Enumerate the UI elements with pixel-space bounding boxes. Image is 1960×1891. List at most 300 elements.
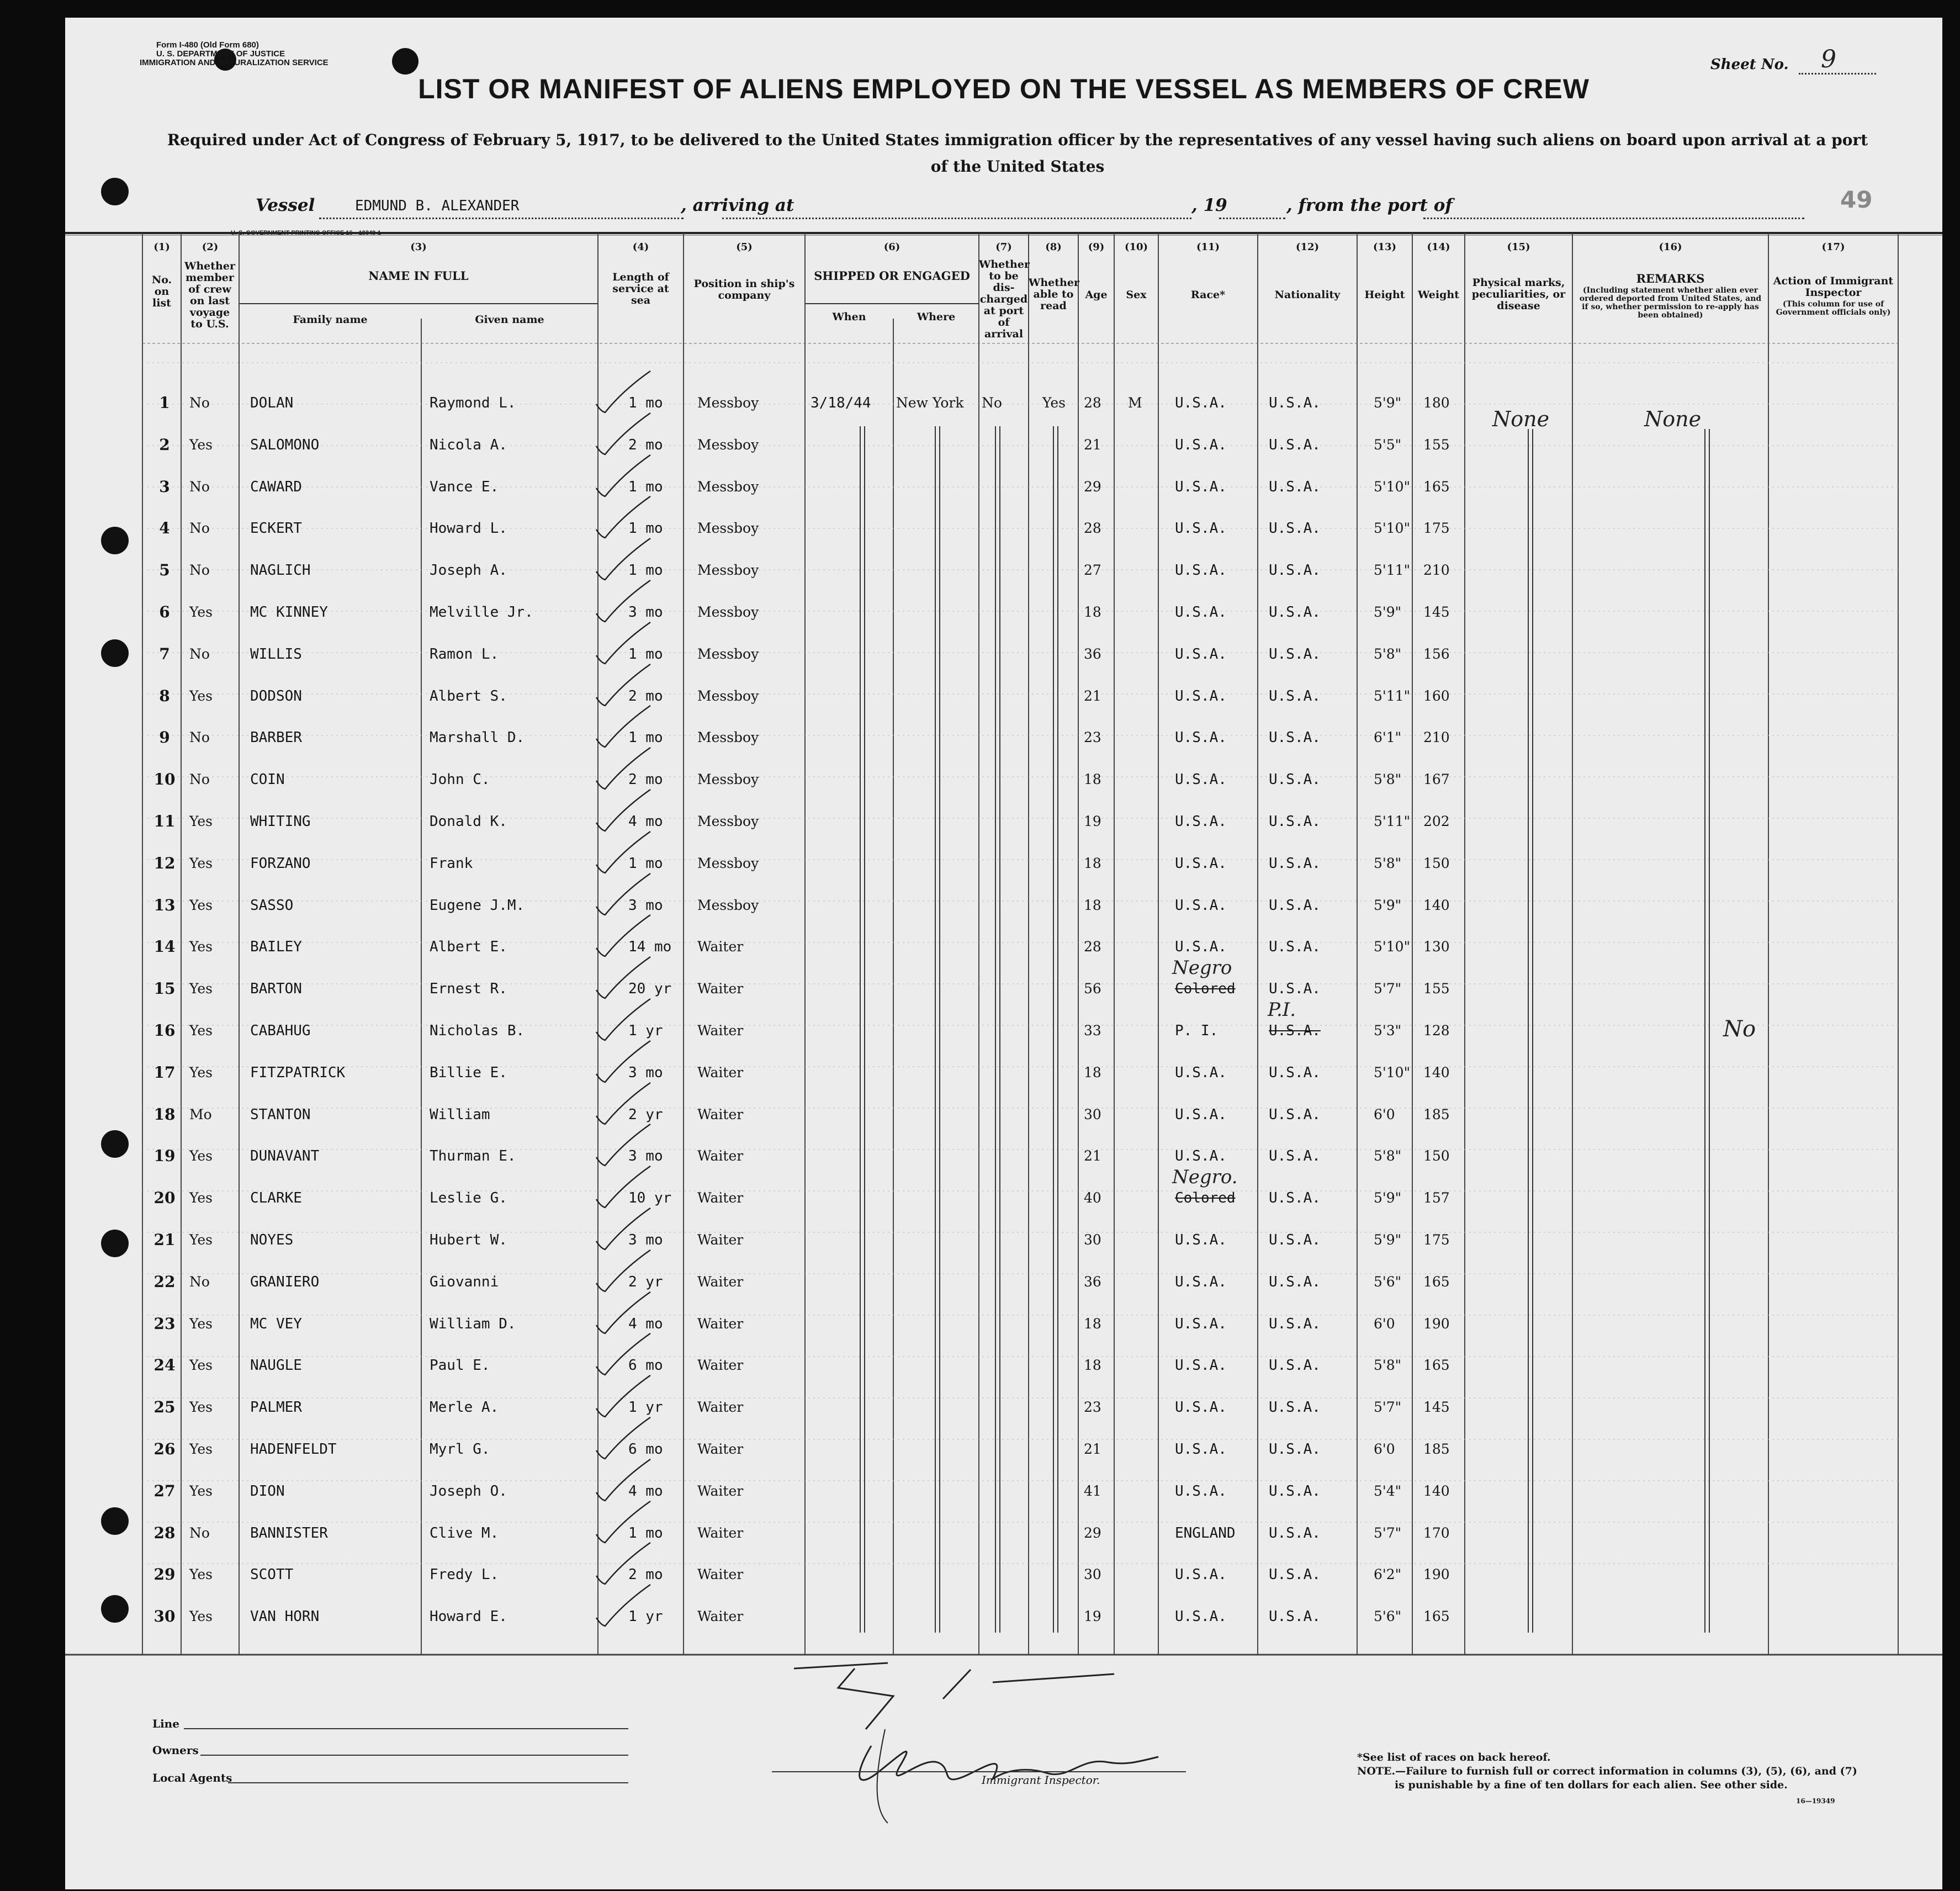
cell-nationality: U.S.A. [1269, 729, 1321, 746]
cell-age: 40 [1084, 1190, 1101, 1206]
cell-height: 6'0 [1374, 1441, 1395, 1457]
cell-height: 6'0 [1374, 1315, 1395, 1332]
cell-no: 13 [153, 896, 176, 914]
cell-weight: 185 [1423, 1106, 1450, 1122]
cell-where: New York [896, 395, 964, 411]
cell-position: Waiter [697, 1566, 744, 1583]
cell-height: 6'2" [1374, 1566, 1402, 1583]
cell-no: 28 [153, 1523, 176, 1542]
cell-nationality: U.S.A. [1269, 771, 1321, 788]
cell-given: Vance E. [430, 478, 499, 495]
cell-family: VAN HORN [250, 1608, 320, 1625]
cell-height: 5'8" [1374, 855, 1402, 871]
cell-height: 5'7" [1374, 1399, 1402, 1416]
form-id-1: Form I-480 (Old Form 680) [156, 40, 259, 50]
cell-last-voyage: No [189, 478, 210, 495]
cell-last-voyage: Yes [189, 1023, 213, 1039]
cell-family: CABAHUG [250, 1023, 311, 1039]
cell-no: 26 [153, 1440, 176, 1458]
cell-weight: 140 [1423, 1064, 1450, 1080]
header-able-to-read: Whether able to read [1029, 277, 1079, 312]
cell-height: 5'10" [1374, 939, 1411, 955]
col-num-17: (17) [1821, 241, 1845, 253]
header-family-name: Family name [293, 314, 368, 326]
remark-annotation: No [1723, 1016, 1756, 1042]
cell-last-voyage: No [189, 645, 210, 662]
cell-height: 5'7" [1374, 1524, 1402, 1541]
form-id-2: U. S. DEPARTMENT OF JUSTICE [156, 49, 285, 59]
cell-no: 1 [159, 394, 170, 412]
cell-given: Donald K. [430, 813, 507, 830]
cell-service: 2 mo [628, 436, 663, 453]
cell-position: Waiter [697, 1106, 744, 1122]
printing-office: U. S. GOVERNMENT PRINTING OFFICE 16—19349-1 [231, 230, 382, 236]
form-id-3: IMMIGRATION AND NATURALIZATION SERVICE [140, 58, 329, 67]
col-num-4: (4) [632, 241, 649, 253]
cell-given: Fredy L. [430, 1566, 499, 1583]
cell-race: U.S.A. [1175, 1273, 1227, 1290]
cell-position: Waiter [697, 1357, 744, 1374]
cell-given: William D. [430, 1315, 516, 1332]
cell-no: 21 [153, 1231, 176, 1249]
cell-last-voyage: No [189, 729, 210, 746]
cell-race: U.S.A. [1175, 520, 1227, 537]
cell-race: U.S.A. [1175, 562, 1227, 579]
cell-no: 11 [153, 812, 176, 830]
footer-note-2: NOTE.—Failure to furnish full or correct information in columns (3), (5), (6), and (7) [1357, 1765, 1857, 1777]
cell-position: Messboy [697, 604, 759, 620]
cell-nationality: U.S.A. [1269, 1273, 1321, 1290]
cell-age: 18 [1084, 604, 1101, 620]
cell-nationality: U.S.A. [1269, 1399, 1321, 1416]
cell-height: 5'10" [1374, 478, 1411, 495]
cell-no: 8 [159, 686, 170, 705]
cell-weight: 140 [1423, 1482, 1450, 1499]
cell-last-voyage: Yes [189, 604, 213, 620]
cell-age: 36 [1084, 645, 1101, 662]
year-label: , 19 [1191, 195, 1227, 215]
cell-nationality: U.S.A. [1269, 1608, 1321, 1625]
cell-given: Hubert W. [430, 1232, 507, 1248]
cell-nationality: U.S.A. [1269, 1232, 1321, 1248]
cell-last-voyage: Yes [189, 1441, 213, 1457]
cell-last-voyage: Yes [189, 1064, 213, 1080]
cell-age: 56 [1084, 981, 1101, 997]
cell-family: DION [250, 1482, 285, 1500]
cell-no: 2 [159, 435, 170, 454]
cell-given: Leslie G. [430, 1190, 507, 1207]
cell-height: 5'7" [1374, 981, 1402, 997]
cell-nationality: U.S.A. [1269, 645, 1321, 663]
cell-given: Marshall D. [430, 729, 525, 746]
header-inspector-note: (This column for use of Government officials only) [1776, 300, 1891, 317]
cell-service: 1 mo [628, 855, 663, 872]
cell-position: Waiter [697, 1441, 744, 1457]
col-num-12: (12) [1295, 241, 1320, 253]
cell-no: 4 [159, 519, 170, 538]
cell-service: 3 mo [628, 604, 663, 621]
cell-weight: 157 [1423, 1190, 1450, 1206]
cell-race: U.S.A. [1175, 1357, 1227, 1374]
cell-age: 21 [1084, 436, 1101, 453]
cell-family: WILLIS [250, 645, 302, 663]
cell-nationality: U.S.A. [1269, 1064, 1321, 1081]
cell-weight: 190 [1423, 1315, 1450, 1332]
cell-nationality: U.S.A. [1269, 1524, 1321, 1542]
cell-nationality: U.S.A. [1269, 1482, 1321, 1500]
punch-hole [101, 1507, 129, 1535]
cell-service: 4 mo [628, 1482, 663, 1500]
cell-height: 5'6" [1374, 1608, 1402, 1625]
cell-position: Messboy [697, 436, 759, 453]
cell-family: SASSO [250, 897, 294, 914]
punch-hole [101, 1595, 129, 1623]
cell-age: 21 [1084, 1148, 1101, 1164]
cell-service: 4 mo [628, 1315, 663, 1332]
cell-position: Waiter [697, 1399, 744, 1416]
sheet-number: 9 [1821, 45, 1836, 73]
cell-service: 1 mo [628, 520, 663, 537]
inspector-signature [772, 1646, 1203, 1829]
cell-service: 6 mo [628, 1357, 663, 1374]
cell-given: Melville Jr. [430, 604, 533, 621]
cell-no: 30 [153, 1607, 176, 1626]
cell-given: Howard E. [430, 1608, 507, 1625]
col-num-5: (5) [736, 241, 753, 253]
cell-height: 5'9" [1374, 897, 1402, 913]
cell-weight: 128 [1423, 1023, 1450, 1039]
cell-given: Nicola A. [430, 436, 507, 453]
cell-last-voyage: Yes [189, 1357, 213, 1374]
cell-weight: 165 [1423, 478, 1450, 495]
cell-service: 2 yr [628, 1106, 663, 1123]
cell-race: U.S.A. [1175, 1399, 1227, 1416]
cell-sex: M [1128, 395, 1142, 411]
footer-note-1: *See list of races on back hereof. [1357, 1751, 1551, 1763]
cell-race: U.S.A. [1175, 729, 1227, 746]
cell-service: 3 mo [628, 1232, 663, 1248]
col-num-9: (9) [1088, 241, 1105, 253]
cell-last-voyage: Yes [189, 813, 213, 829]
cell-given: Howard L. [430, 520, 507, 537]
page-subtitle: Required under Act of Congress of February 5, 1917, to be delivered to the United States immigration officer by the representatives of any vessel having such aliens on board upon arrival at a port of the United States [167, 131, 1868, 176]
cell-nationality: U.S.A. [1269, 1106, 1321, 1123]
cell-age: 19 [1084, 1608, 1101, 1625]
cell-weight: 160 [1423, 687, 1450, 704]
cell-position: Messboy [697, 729, 759, 746]
cell-no: 29 [153, 1565, 176, 1584]
cell-service: 1 mo [628, 562, 663, 579]
cell-no: 9 [159, 728, 170, 747]
col-num-2: (2) [202, 241, 219, 253]
cell-age: 30 [1084, 1232, 1101, 1248]
cell-nationality: U.S.A. [1269, 855, 1321, 872]
footer-note-3: is punishable by a fine of ten dollars for each alien. See other side. [1395, 1779, 1788, 1791]
punch-hole [101, 1230, 129, 1257]
cell-no: 19 [153, 1147, 176, 1166]
cell-given: Merle A. [430, 1399, 499, 1416]
header-where: Where [917, 311, 956, 323]
cell-race: P. I. [1175, 1023, 1219, 1039]
cell-weight: 165 [1423, 1273, 1450, 1290]
col-num-7: (7) [995, 241, 1012, 253]
cell-nationality: U.S.A. [1269, 897, 1321, 914]
cell-nationality: U.S.A. [1269, 1148, 1321, 1165]
cell-race: U.S.A. [1175, 1441, 1227, 1458]
cell-no: 22 [153, 1272, 176, 1291]
header-discharged: Whether to be dis-charged at port of arrival [979, 258, 1030, 340]
cell-position: Waiter [697, 1608, 744, 1625]
sheet-label: Sheet No. [1710, 56, 1789, 73]
cell-no: 14 [153, 937, 176, 956]
inspector-label: Immigrant Inspector. [982, 1773, 1100, 1787]
cell-height: 5'11" [1374, 687, 1411, 704]
cell-height: 5'8" [1374, 1357, 1402, 1374]
remarks-entry: None [1644, 407, 1702, 431]
cell-race: U.S.A. [1175, 645, 1227, 663]
cell-position: Messboy [697, 855, 759, 871]
col-num-16: (16) [1659, 241, 1682, 253]
header-given-name: Given name [475, 314, 544, 326]
cell-given: Thurman E. [430, 1148, 516, 1165]
cell-family: BAILEY [250, 939, 302, 956]
cell-service: 1 mo [628, 645, 663, 663]
cell-position: Waiter [697, 1482, 744, 1499]
cell-service: 3 mo [628, 1148, 663, 1165]
cell-service: 1 yr [628, 1608, 663, 1625]
cell-last-voyage: Mo [189, 1106, 212, 1122]
header-position: Position in ship's company [693, 278, 795, 301]
cell-service: 2 mo [628, 771, 663, 788]
cell-given: Eugene J.M. [430, 897, 525, 914]
cell-weight: 202 [1423, 813, 1450, 829]
cell-given: Raymond L. [430, 395, 516, 411]
manifest-sheet [65, 18, 1942, 1889]
cell-nationality: U.S.A. [1269, 1357, 1321, 1374]
cell-height: 5'11" [1374, 562, 1411, 579]
cell-height: 5'9" [1374, 1190, 1402, 1206]
cell-position: Messboy [697, 478, 759, 495]
cell-age: 23 [1084, 1399, 1101, 1416]
cell-given: Paul E. [430, 1357, 490, 1374]
cell-height: 5'11" [1374, 813, 1411, 829]
header-nationality: Nationality [1274, 289, 1341, 301]
cell-weight: 150 [1423, 1148, 1450, 1164]
cell-last-voyage: Yes [189, 939, 213, 955]
cell-position: Waiter [697, 1148, 744, 1164]
cell-age: 21 [1084, 1441, 1101, 1457]
footer-form-number: 16—19349 [1796, 1797, 1835, 1805]
cell-weight: 130 [1423, 939, 1450, 955]
cell-nationality: U.S.A. [1269, 1190, 1321, 1207]
cell-given: Clive M. [430, 1524, 499, 1542]
cell-no: 16 [153, 1021, 176, 1040]
cell-family: DODSON [250, 687, 302, 705]
cell-position: Messboy [697, 687, 759, 704]
cell-race: U.S.A. [1175, 1608, 1227, 1625]
cell-nationality: U.S.A. [1269, 1315, 1321, 1332]
cell-height: 6'0 [1374, 1106, 1395, 1122]
page-title: LIST OR MANIFEST OF ALIENS EMPLOYED ON THE VESSEL AS MEMBERS OF CREW [418, 73, 1590, 104]
cell-height: 5'9" [1374, 604, 1402, 620]
cell-no: 25 [153, 1398, 176, 1417]
cell-last-voyage: No [189, 562, 210, 579]
punch-hole [392, 48, 419, 75]
cell-race: U.S.A. [1175, 395, 1227, 411]
cell-race: Colored [1175, 1190, 1236, 1207]
footer-owners-label: Owners [152, 1744, 199, 1757]
race-annotation: Negro [1172, 957, 1232, 979]
cell-no: 17 [153, 1063, 176, 1082]
cell-age: 27 [1084, 562, 1101, 579]
cell-age: 18 [1084, 855, 1101, 871]
cell-discharged: No [982, 395, 1002, 411]
header-physical-marks: Physical marks, peculiarities, or disease [1471, 277, 1566, 312]
col-num-10: (10) [1124, 241, 1148, 253]
cell-age: 23 [1084, 729, 1101, 746]
cell-age: 28 [1084, 939, 1101, 955]
cell-last-voyage: Yes [189, 1232, 213, 1248]
cell-position: Messboy [697, 897, 759, 913]
cell-weight: 165 [1423, 1357, 1450, 1374]
cell-race: U.S.A. [1175, 1566, 1227, 1583]
cell-position: Messboy [697, 520, 759, 537]
col-num-6: (6) [883, 241, 900, 253]
cell-service: 14 mo [628, 939, 672, 956]
cell-service: 2 yr [628, 1273, 663, 1290]
cell-given: Myrl G. [430, 1441, 490, 1458]
cell-last-voyage: No [189, 771, 210, 788]
cell-height: 5'10" [1374, 520, 1411, 537]
cell-family: FITZPATRICK [250, 1064, 346, 1081]
cell-weight: 140 [1423, 897, 1450, 913]
cell-nationality: U.S.A. [1269, 687, 1321, 705]
cell-service: 3 mo [628, 1064, 663, 1081]
cell-weight: 145 [1423, 1399, 1450, 1416]
footer-agents-label: Local Agents [152, 1771, 232, 1784]
cell-weight: 155 [1423, 436, 1450, 453]
cell-height: 5'5" [1374, 436, 1402, 453]
header-sex: Sex [1126, 289, 1147, 301]
cell-nationality: U.S.A. [1269, 813, 1321, 830]
cell-family: SCOTT [250, 1566, 294, 1583]
cell-no: 18 [153, 1105, 176, 1124]
cell-last-voyage: Yes [189, 1148, 213, 1164]
cell-position: Waiter [697, 1273, 744, 1290]
cell-family: BARTON [250, 981, 302, 998]
cell-service: 4 mo [628, 813, 663, 830]
cell-position: Messboy [697, 562, 759, 579]
cell-last-voyage: No [189, 1524, 210, 1541]
cell-height: 5'8" [1374, 1148, 1402, 1164]
cell-given: Billie E. [430, 1064, 507, 1081]
cell-service: 20 yr [628, 981, 672, 998]
cell-family: MC VEY [250, 1315, 302, 1332]
col-num-14: (14) [1427, 241, 1450, 253]
cell-age: 18 [1084, 1315, 1101, 1332]
cell-family: COIN [250, 771, 285, 788]
cell-no: 5 [159, 561, 170, 580]
race-annotation: Negro. [1172, 1166, 1238, 1189]
cell-weight: 156 [1423, 645, 1450, 662]
cell-height: 5'9" [1374, 1232, 1402, 1248]
cell-given: Ernest R. [430, 981, 507, 998]
cell-given: Joseph A. [430, 562, 507, 579]
cell-age: 19 [1084, 813, 1101, 829]
cell-nationality: U.S.A. [1269, 436, 1321, 453]
header-remarks: REMARKS [1636, 272, 1705, 285]
cell-family: HADENFELDT [250, 1441, 337, 1458]
cell-last-voyage: Yes [189, 687, 213, 704]
cell-race: U.S.A. [1175, 478, 1227, 495]
cell-nationality: U.S.A. [1269, 395, 1321, 411]
cell-given: Albert S. [430, 687, 507, 705]
cell-age: 21 [1084, 687, 1101, 704]
cell-race: U.S.A. [1175, 1232, 1227, 1248]
cell-age: 28 [1084, 520, 1101, 537]
cell-family: NOYES [250, 1232, 294, 1248]
cell-position: Messboy [697, 813, 759, 829]
cell-nationality: U.S.A. [1269, 981, 1321, 998]
cell-age: 30 [1084, 1106, 1101, 1122]
cell-age: 18 [1084, 1357, 1101, 1374]
header-shipped-engaged: SHIPPED OR ENGAGED [814, 269, 970, 283]
cell-race: U.S.A. [1175, 1482, 1227, 1500]
cell-service: 1 mo [628, 729, 663, 746]
cell-service: 1 mo [628, 1524, 663, 1542]
header-height: Height [1364, 289, 1405, 301]
cell-race: U.S.A. [1175, 1315, 1227, 1332]
cell-race: U.S.A. [1175, 771, 1227, 788]
cell-age: 29 [1084, 1524, 1101, 1541]
cell-height: 5'10" [1374, 1064, 1411, 1080]
header-length-of-service: Length of service at sea [612, 271, 669, 306]
header-last-voyage: Whether member of crew on last voyage to U.S. [184, 260, 235, 330]
cell-age: 30 [1084, 1566, 1101, 1583]
cell-nationality: U.S.A. [1269, 562, 1321, 579]
cell-weight: 185 [1423, 1441, 1450, 1457]
cell-read: Yes [1042, 395, 1066, 411]
cell-last-voyage: Yes [189, 1482, 213, 1499]
cell-no: 15 [153, 979, 176, 998]
cell-service: 1 mo [628, 478, 663, 495]
cell-weight: 155 [1423, 981, 1450, 997]
cell-service: 1 yr [628, 1023, 663, 1039]
cell-given: Joseph O. [430, 1482, 507, 1500]
header-inspector-action: Action of Immigrant Inspector [1773, 275, 1894, 299]
cell-last-voyage: Yes [189, 1190, 213, 1206]
cell-given: Frank [430, 855, 473, 872]
cell-weight: 145 [1423, 604, 1450, 620]
cell-given: Nicholas B. [430, 1023, 525, 1039]
cell-nationality: U.S.A. [1269, 520, 1321, 537]
cell-weight: 175 [1423, 520, 1450, 537]
header-weight: Weight [1418, 289, 1459, 301]
header-no-on-list: No. on list [151, 274, 172, 309]
cell-no: 20 [153, 1189, 176, 1207]
cell-age: 18 [1084, 1064, 1101, 1080]
cell-position: Waiter [697, 1524, 744, 1541]
cell-family: DOLAN [250, 395, 294, 411]
cell-race: U.S.A. [1175, 939, 1227, 956]
cell-height: 5'6" [1374, 1273, 1402, 1290]
vessel-label: Vessel [256, 195, 315, 215]
cell-race: U.S.A. [1175, 1148, 1227, 1165]
header-age: Age [1085, 289, 1108, 301]
cell-service: 10 yr [628, 1190, 672, 1207]
cell-last-voyage: Yes [189, 981, 213, 997]
cell-given: William [430, 1106, 490, 1123]
